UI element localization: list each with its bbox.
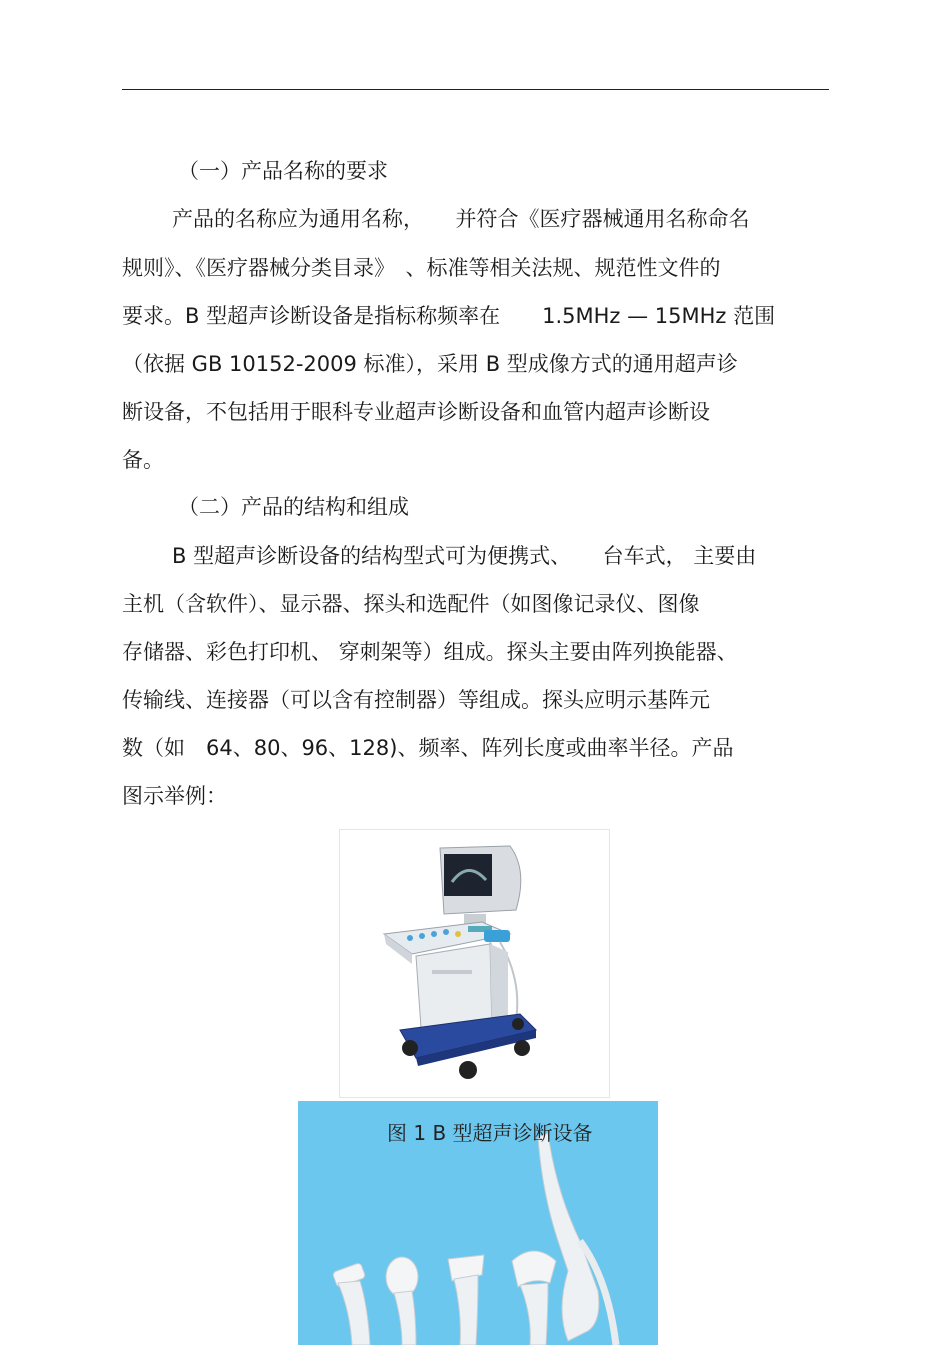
section1-line-6: 备。 — [122, 448, 164, 472]
ultrasound-cart-image — [339, 829, 610, 1098]
section2-line-4: 传输线、连接器（可以含有控制器）等组成。探头应明示基阵元 — [122, 688, 710, 712]
section2-heading: （二）产品的结构和组成 — [178, 495, 409, 519]
section1-line-3: 要求。B 型超声诊断设备是指标称频率在 1.5MHz — 15MHz 范围 — [122, 304, 776, 328]
section1-line-4: （依据 GB 10152-2009 标准），采用 B 型成像方式的通用超声诊 — [122, 352, 738, 376]
ultrasound-cart-illustration — [340, 830, 609, 1097]
section1-line-5: 断设备，不包括用于眼科专业超声诊断设备和血管内超声诊断设 — [122, 400, 710, 424]
ultrasound-probes-image — [298, 1101, 658, 1345]
section1-line-1: 产品的名称应为通用名称， 并符合《医疗器械通用名称命名 — [172, 207, 750, 231]
section1-line-2: 规则》、《医疗器械分类目录》 、标准等相关法规、规范性文件的 — [122, 256, 721, 280]
section2-line-3: 存储器、彩色打印机、 穿刺架等）组成。探头主要由阵列换能器、 — [122, 640, 738, 664]
figure1-caption: 图 1 B 型超声诊断设备 — [387, 1121, 593, 1145]
header-rule — [122, 89, 829, 90]
section2-line-5: 数（如 64、80、96、128)、频率、阵列长度或曲率半径。产品 — [122, 736, 734, 760]
section1-heading: （一）产品名称的要求 — [178, 159, 388, 183]
section2-line-6: 图示举例： — [122, 784, 227, 808]
section2-line-1: B 型超声诊断设备的结构型式可为便携式、 台车式， 主要由 — [172, 544, 757, 568]
section2-line-2: 主机（含软件）、显示器、探头和选配件（如图像记录仪、图像 — [122, 592, 700, 616]
